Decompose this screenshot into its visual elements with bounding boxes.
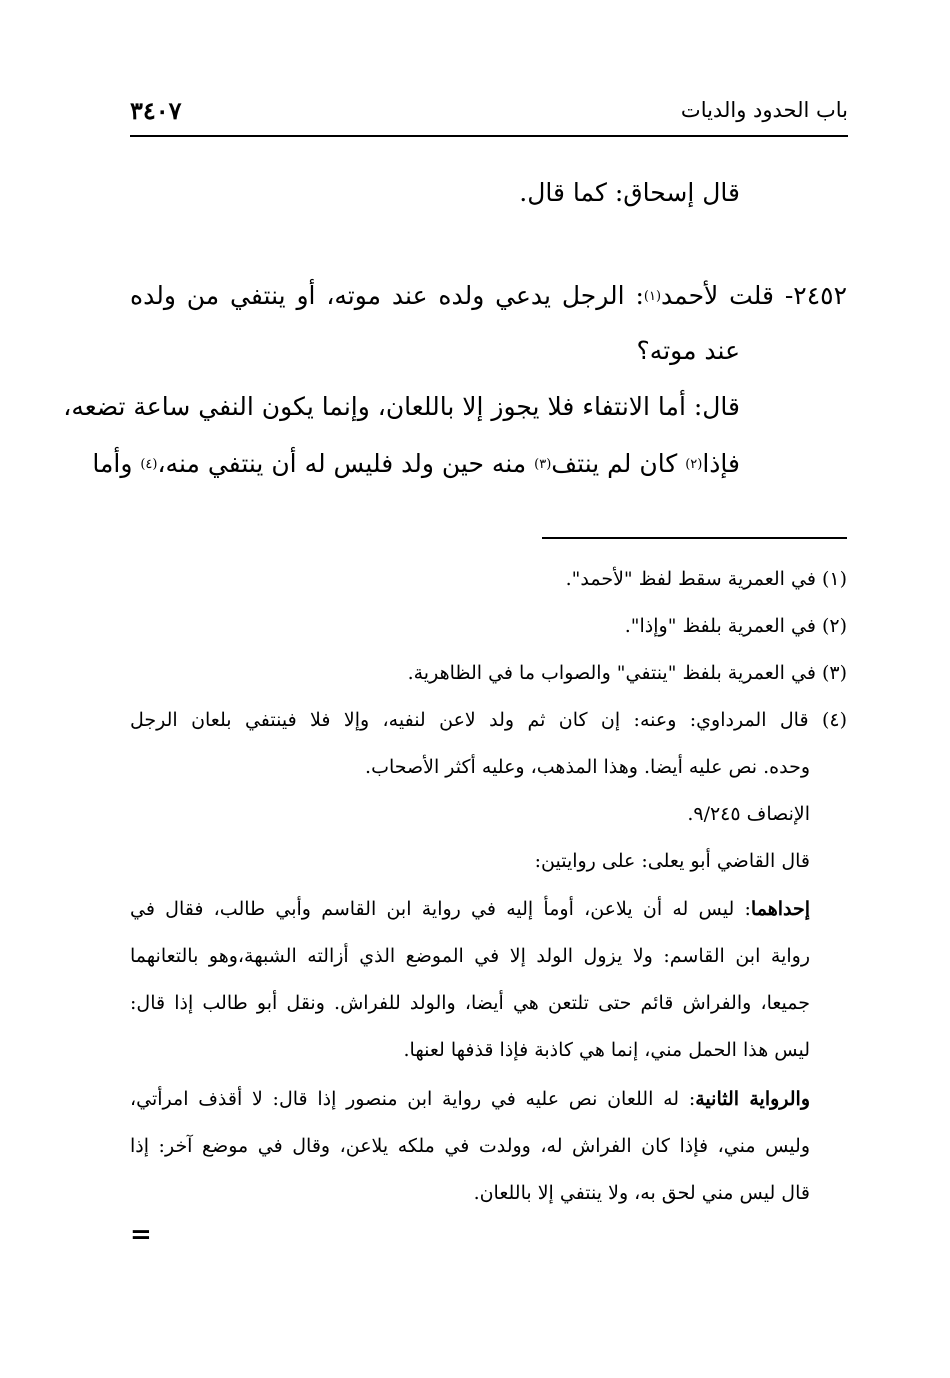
footnote-divider: [542, 537, 847, 539]
entry-number: ٢٤٥٢-: [773, 281, 847, 310]
footnote-4-line-8: ليس هذا الحمل مني، إنما هي كاذبة فإذا قذفها لعنها.: [403, 1039, 810, 1061]
body-line-5-part-c: منه حين ولد فليس له أن ينتفي منه،: [157, 449, 535, 478]
body-line-4: قال: أما الانتفاء فلا يجوز إلا باللعان، وإنما يكون النفي ساعة تضعه،: [63, 392, 740, 421]
body-line-5: [92, 449, 740, 478]
footnote-4-line-10: وليس مني، فإذا كان الفراش له، وولدت في ملكه يلاعن، وقال في موضع آخر: إذا: [130, 1135, 810, 1157]
body-line-5-part-d: وأما: [92, 449, 141, 478]
footnote-ref-3: (٣): [534, 457, 552, 472]
footnote-4-line-4: قال القاضي أبو يعلى: على روايتين:: [534, 850, 810, 872]
body-line-3: عند موته؟: [636, 336, 740, 365]
body-line-2-part-b: : الرجل يدعي ولده عند موته، أو ينتفي من ولده: [130, 281, 644, 310]
footnote-ref-2: (٢): [685, 457, 703, 472]
body-line-2: [130, 283, 847, 308]
footnote-4-line-9: [130, 1090, 810, 1109]
footnote-4-line-9-rest: : له اللعان نص عليه في رواية ابن منصور إذا قال: لا أقذف امرأتي،: [130, 1088, 696, 1110]
footnote-4-line-5: [130, 900, 810, 919]
footnote-4-line-3: الإنصاف ٩/٢٤٥.: [687, 803, 810, 825]
footnote-2: (٢) في العمرية بلفظ "وإذا".: [624, 615, 847, 637]
body-line-5-part-b: كان لم ينتف: [551, 449, 686, 478]
footnote-3: (٣) في العمرية بلفظ "ينتفي" والصواب ما في الظاهرية.: [407, 662, 847, 684]
chapter-title: باب الحدود والديات: [680, 98, 848, 122]
running-header: [130, 96, 848, 132]
continuation-mark: =: [130, 1220, 152, 1250]
body-line-1: قال إسحاق: كما قال.: [519, 178, 740, 207]
footnote-4-line-1: (٤) قال المرداوي: وعنه: إن كان ثم ولد لاعن لنفيه، وإلا فلا فينتفي بلعان الرجل: [130, 709, 847, 731]
footnote-4-line-5-rest: : ليس له أن يلاعن، أومأ إليه في رواية ابن القاسم وأبي طالب، فقال في: [130, 898, 751, 920]
footnote-1: (١) في العمرية سقط لفظ "لأحمد".: [565, 568, 847, 590]
first-narration-label: إحداهما: [750, 898, 810, 920]
footnote-4-line-7: جميعا، والفراش قائم حتى تلتعن هي أيضا، والولد للفراش. ونقل أبو طالب إذا قال:: [130, 992, 810, 1014]
footnote-4-line-2: وحده. نص عليه أيضا. وهذا المذهب، وعليه أكثر الأصحاب.: [365, 756, 810, 778]
footnote-4-line-6: رواية ابن القاسم: ولا يزول الولد إلا في الموضع الذي أزالته الشبهة،وهو بالتعانهما: [130, 945, 810, 967]
body-line-5-part-a: فإذا: [702, 449, 740, 478]
header-divider: [130, 135, 848, 137]
footnote-ref-1: (١): [643, 289, 662, 304]
body-line-2-part-a: قلت لأحمد: [661, 281, 774, 310]
page-number: ٣٤٠٧: [130, 96, 182, 125]
second-narration-label: والرواية الثانية: [695, 1088, 811, 1110]
footnote-ref-4: (٤): [140, 457, 158, 472]
footnote-4-line-11: قال ليس مني لحق به، ولا ينتفي إلا باللعان.: [473, 1182, 810, 1204]
